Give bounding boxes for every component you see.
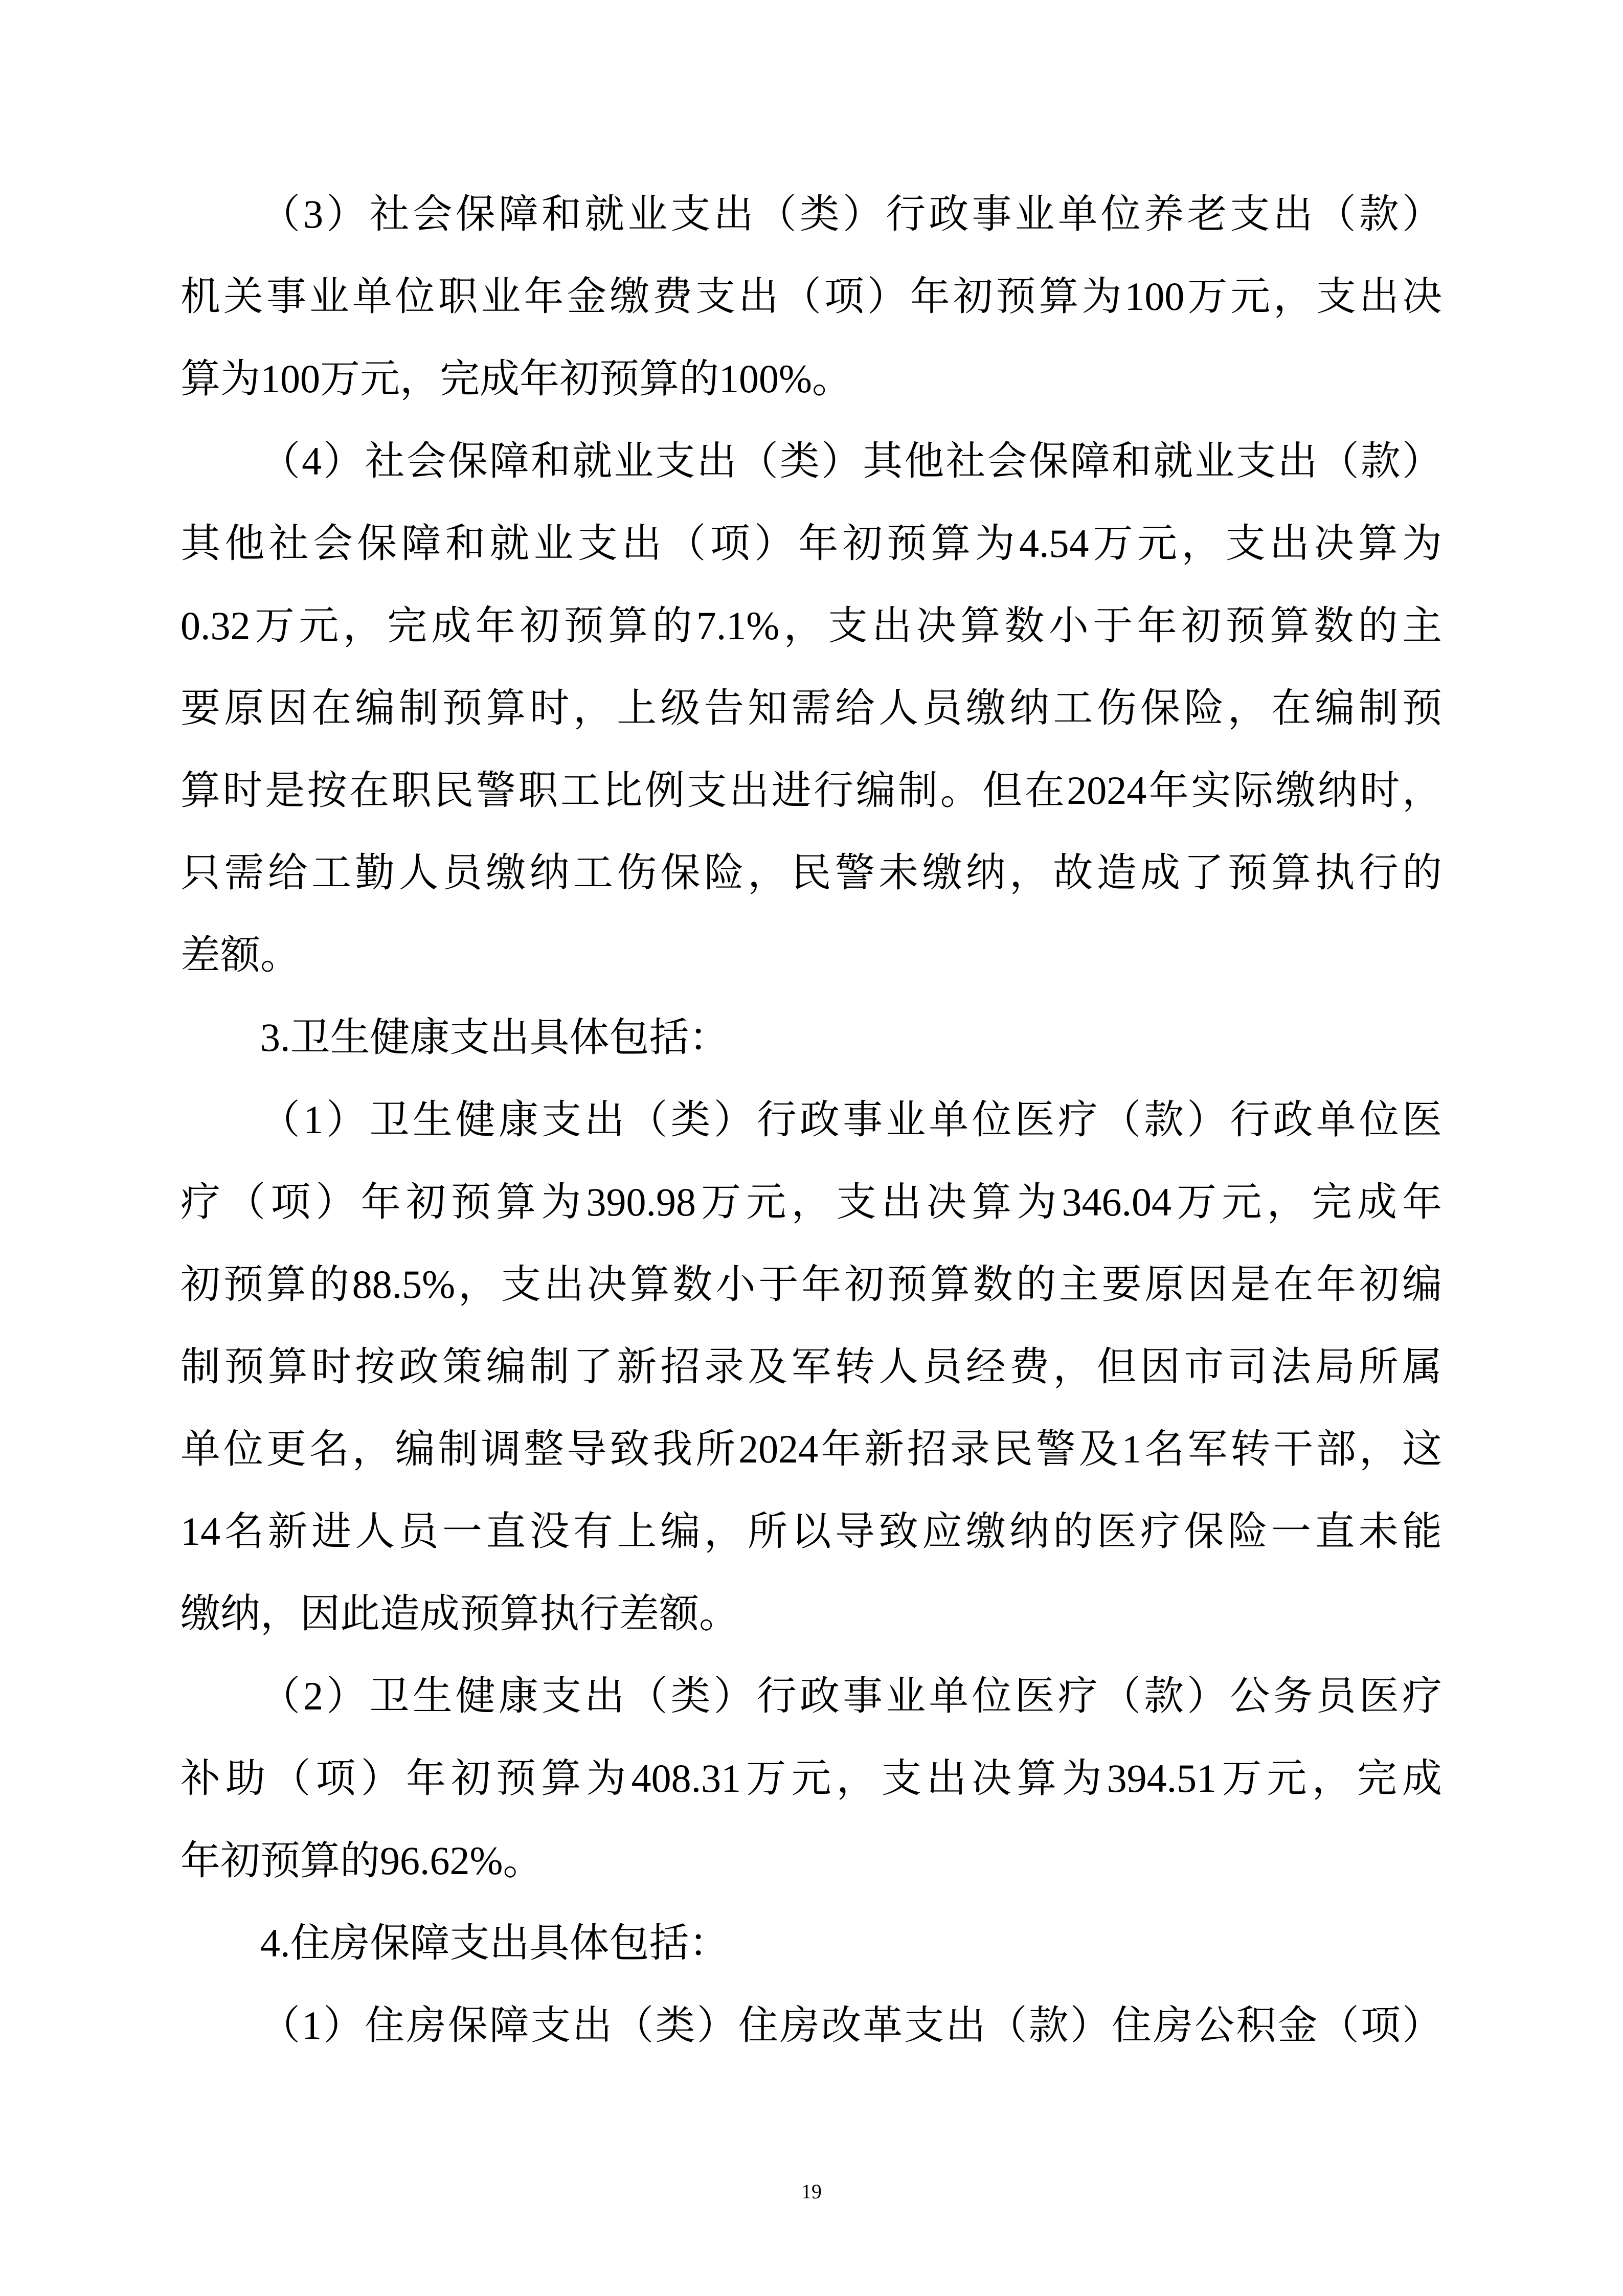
paragraph-housing-heading bbox=[181, 1902, 1442, 1984]
text-line: 初预算的88.5%，支出决算数小于年初预算数的主要原因是在年初编 bbox=[181, 1262, 1442, 1307]
text-line: 差额。 bbox=[181, 933, 301, 977]
text-line: 其他社会保障和就业支出（项）年初预算为4.54万元，支出决算为 bbox=[181, 521, 1442, 566]
text-line: （2）卫生健康支出（类）行政事业单位医疗（款）公务员医疗 bbox=[260, 1674, 1442, 1718]
text-line: 补助（项）年初预算为408.31万元，支出决算为394.51万元，完成 bbox=[181, 1756, 1442, 1800]
text-line: 3.卫生健康支出具体包括： bbox=[260, 1015, 729, 1060]
text-line: 机关事业单位职业年金缴费支出（项）年初预算为100万元，支出决 bbox=[181, 274, 1442, 319]
paragraph-housing-1 bbox=[181, 1984, 1442, 2066]
text-line: 要原因在编制预算时，上级告知需给人员缴纳工伤保险，在编制预 bbox=[181, 686, 1442, 730]
text-line: 单位更名，编制调整导致我所2024年新招录民警及1名军转干部，这 bbox=[181, 1427, 1442, 1471]
paragraph-social-security-4 bbox=[181, 420, 1442, 996]
paragraph-health-2 bbox=[181, 1655, 1442, 1902]
text-line: 只需给工勤人员缴纳工伤保险，民警未缴纳，故造成了预算执行的 bbox=[181, 850, 1442, 895]
paragraph-health-heading bbox=[181, 996, 1442, 1078]
text-line: 0.32万元，完成年初预算的7.1%，支出决算数小于年初预算数的主 bbox=[181, 603, 1442, 648]
text-line: （3）社会保障和就业支出（类）行政事业单位养老支出（款） bbox=[260, 192, 1442, 236]
text-line: 缴纳，因此造成预算执行差额。 bbox=[181, 1591, 739, 1636]
text-line: 算时是按在职民警职工比例支出进行编制。但在2024年实际缴纳时， bbox=[181, 768, 1442, 813]
page-number: 19 bbox=[801, 2180, 822, 2203]
paragraph-health-1 bbox=[181, 1078, 1442, 1655]
text-line: （4）社会保障和就业支出（类）其他社会保障和就业支出（款） bbox=[260, 439, 1442, 483]
text-line: （1）卫生健康支出（类）行政事业单位医疗（款）行政单位医 bbox=[260, 1097, 1442, 1142]
text-line: 年初预算的96.62%。 bbox=[181, 1838, 543, 1883]
text-line: 制预算时按政策编制了新招录及军转人员经费，但因市司法局所属 bbox=[181, 1344, 1442, 1389]
paragraph-social-security-3 bbox=[181, 173, 1442, 420]
text-block bbox=[181, 173, 1442, 2066]
text-line: 疗（项）年初预算为390.98万元，支出决算为346.04万元，完成年 bbox=[181, 1180, 1442, 1224]
text-line: 14名新进人员一直没有上编，所以导致应缴纳的医疗保险一直未能 bbox=[181, 1509, 1442, 1554]
text-line: 4.住房保障支出具体包括： bbox=[260, 1921, 729, 1965]
text-line: （1）住房保障支出（类）住房改革支出（款）住房公积金（项） bbox=[260, 2003, 1442, 2047]
text-line: 算为100万元，完成年初预算的100%。 bbox=[181, 356, 852, 401]
